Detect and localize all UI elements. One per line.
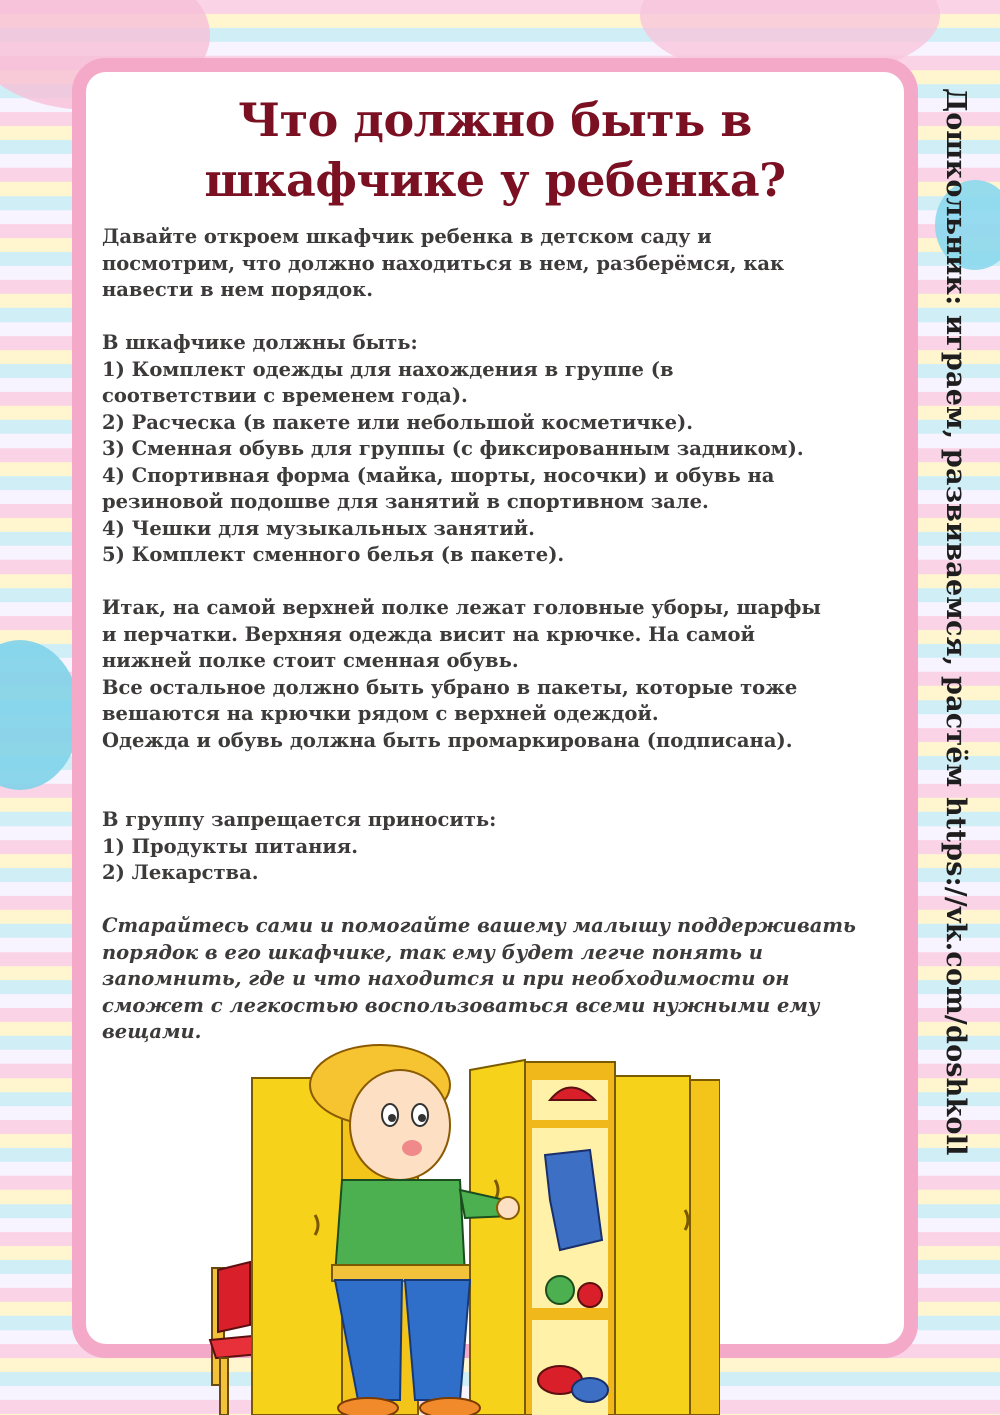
open-locker-door [470,1060,525,1415]
side-caption: Дошкольник: играем, развиваемся, растём https://vk.com/doshkoll [940,88,971,1156]
order-line: нижней полке стоит сменная обувь. [102,649,519,672]
list-item: 5) Комплект сменного белья (в пакете). [102,543,565,566]
advice-line: запомнить, где и что находится и при необходимости он [102,967,790,990]
order-line: Одежда и обувь должна быть промаркирована (подписана). [102,728,793,752]
order-line: Итак, на самой верхней полке лежат головные уборы, шарфы [102,596,821,619]
list-item: соответствии с временем года). [102,384,468,407]
order-line: вешаются на крючки рядом с верхней одеждой. [102,702,659,725]
boy-and-lockers-illustration [120,1040,720,1415]
content-body [102,224,892,1046]
advice-line: сможет с легкостью воспользоваться всеми нужными ему [102,993,820,1017]
list-item: 2) Расческа (в пакете или небольшой косметичке). [102,410,694,434]
open-locker-interior [525,1062,615,1415]
order-line: и перчатки. Верхняя одежда висит на крючке. На самой [102,622,755,646]
must-have-heading: В шкафчике должны быть: [102,331,418,354]
advice-line: вещами. [102,1020,202,1043]
intro-line: посмотрим, что должно находиться в нем, разберёмся, как [102,251,785,275]
list-item: 1) Продукты питания. [102,834,359,858]
advice-line: Старайтесь сами и помогайте вашему малышу поддерживать [102,914,856,937]
forbidden-heading: В группу запрещается приносить: [102,808,497,831]
list-item: 2) Лекарства. [102,861,259,884]
right-locker [615,1076,720,1415]
order-line: Все остальное должно быть убрано в пакеты, которые тоже [102,675,798,699]
list-item: 1) Комплект одежды для нахождения в группе (в [102,357,674,381]
page-title: Что должно быть в шкафчике у ребенка? [204,93,786,207]
list-item: резиновой подошве для занятий в спортивном зале. [102,490,709,513]
list-item: 4) Спортивная форма (майка, шорты, носочки) и обувь на [102,463,775,487]
advice-line: порядок в его шкафчике, так ему будет легче понять и [102,940,763,964]
list-item: 4) Чешки для музыкальных занятий. [102,516,535,540]
intro-line: Давайте откроем шкафчик ребенка в детском саду и [102,225,712,248]
list-item: 3) Сменная обувь для группы (с фиксированным задником). [102,437,804,460]
intro-line: навести в нем порядок. [102,278,374,301]
blue-paint-splash [0,640,80,790]
